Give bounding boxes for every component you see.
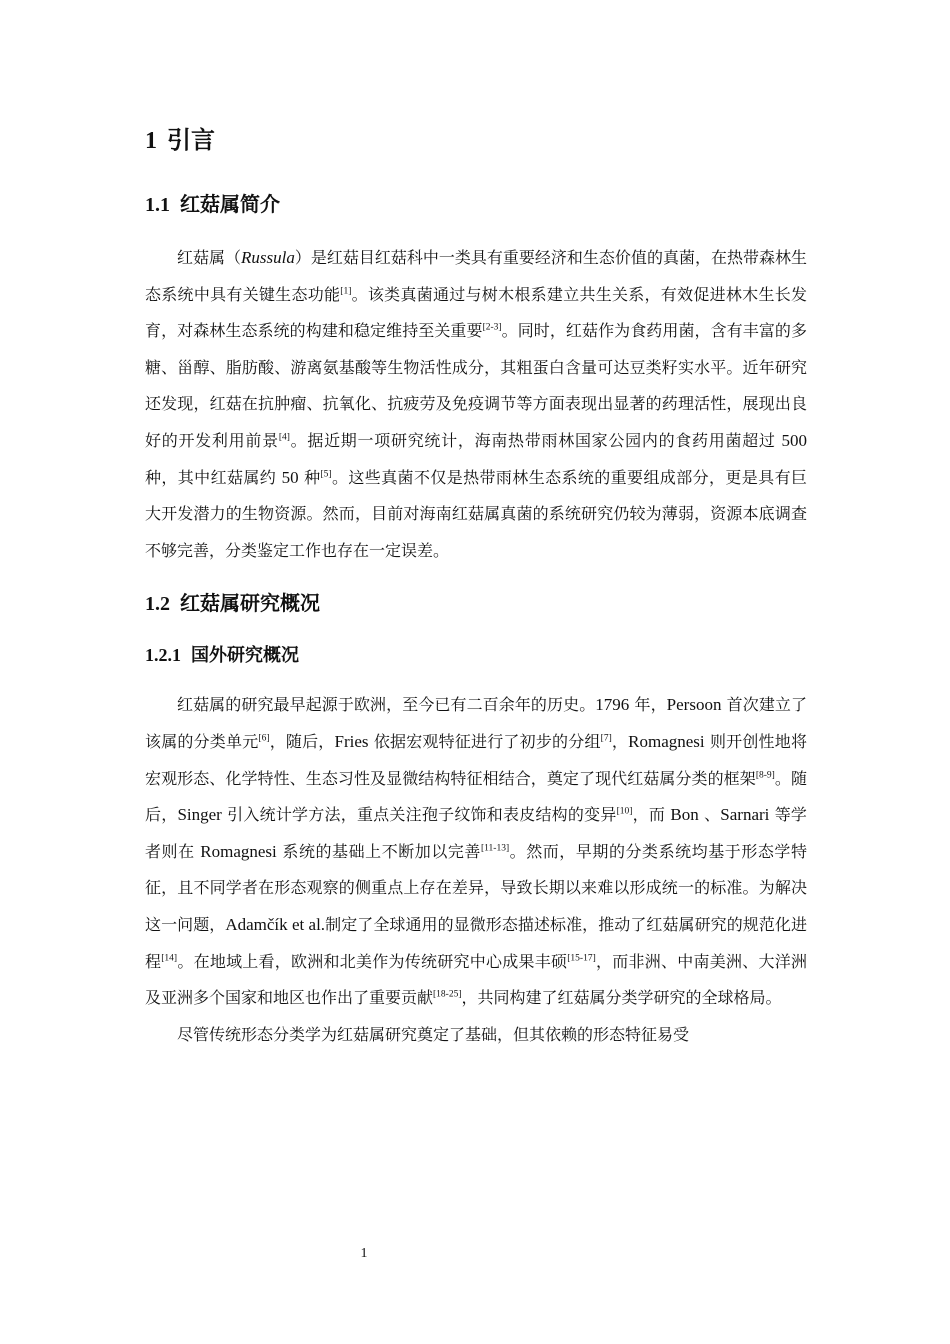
citation: [4] xyxy=(278,432,290,443)
author-name: Singer xyxy=(177,805,222,825)
spacer xyxy=(145,623,807,635)
text-run: 。这些真菌不仅是热带雨林生态系统的重要组成部分，更是具有巨大开发潜力的生物资源。然而，目前对海南红菇属真菌的系统研究仍较为薄弱，资源本底调查不够完善，分类鉴定工作也存在一定误差。 xyxy=(145,467,807,560)
section-title: 红菇属研究概况 xyxy=(180,591,320,616)
section-heading-1-1 xyxy=(145,184,807,224)
text-run: ，而 xyxy=(632,805,666,825)
subsection-heading-1-2-1 xyxy=(145,635,807,675)
text-run: ，随后， xyxy=(269,731,335,751)
author-name: Persoon xyxy=(666,695,722,715)
author-name: Adamčík et al. xyxy=(225,914,326,934)
author-name: Fries xyxy=(334,731,369,751)
citation: [15-17] xyxy=(567,953,596,964)
section-number: 1.1 xyxy=(145,194,170,216)
paragraph-russula-intro xyxy=(145,240,807,569)
text-run: 。随后， xyxy=(145,768,807,825)
text-run: 系统的基础上不断加以完善 xyxy=(282,841,481,861)
text-run: 。同时，红菇作为食药用菌，含有丰富的多糖、甾醇、脂肪酸、游离氨基酸等生物活性成分，其粗蛋白含量可达豆类籽实水平。近年研究还发现，红菇在抗肿瘤、抗氧化、抗疲劳及免疫调节等方面表现出显著的药理活性，展现出良好的开发利用前景 xyxy=(145,321,807,450)
text-run: ，共同构建了红菇属分类学研究的全球格局。 xyxy=(461,988,782,1008)
text-run: 。然而，早期的分类系统均基于形态学特征，且不同学者在形态观察的侧重点上存在差异，导致长期以来难以形成统一的标准。为解决这一问题， xyxy=(145,841,807,934)
genus-name: Russula xyxy=(241,248,295,267)
citation: [18-25] xyxy=(433,989,462,1000)
subsection-number: 1.2.1 xyxy=(145,645,181,666)
citation: [1] xyxy=(340,286,352,297)
citation: [11-13] xyxy=(480,843,510,854)
spacer xyxy=(145,162,807,184)
text-run: 依据宏观特征进行了初步的分组 xyxy=(373,731,601,751)
citation: [6] xyxy=(258,733,270,744)
citation: [5] xyxy=(320,469,332,480)
citation: [10] xyxy=(616,806,633,817)
subsection-title: 国外研究概况 xyxy=(191,645,299,667)
text-run: ）是红菇目红菇科中一类具有重要经济和生态价值的真菌，在热带森林生态系统中具有关键生态功能 xyxy=(145,248,807,304)
text-run: 红菇属（ xyxy=(177,248,242,267)
text-run: ，而非洲、中南美洲、大洋洲及亚洲多个国家和地区也作出了重要贡献 xyxy=(145,951,807,1008)
text-run: 种 xyxy=(304,467,321,487)
author-name: Bon xyxy=(670,805,699,825)
page-number: 1 xyxy=(360,1246,368,1261)
section-number: 1.2 xyxy=(145,593,170,616)
year-value: 1796 xyxy=(595,695,630,715)
spacer xyxy=(145,224,807,240)
paragraph-morphology-limits xyxy=(145,1017,807,1054)
text-run: 制定了全球通用的显微形态描述标准，推动了红菇属研究的规范化进程 xyxy=(145,914,807,971)
text-run: 年， xyxy=(634,695,667,715)
text-run: 首次建立了该属的分类单元 xyxy=(145,695,807,751)
spacer xyxy=(145,675,807,687)
section-title: 红菇属简介 xyxy=(180,192,280,216)
chapter-title: 引言 xyxy=(167,126,215,154)
section-heading-1-2 xyxy=(145,583,807,623)
author-name: Romagnesi xyxy=(628,731,705,751)
citation: [2-3] xyxy=(482,322,502,333)
citation: [7] xyxy=(600,733,612,744)
text-run: 。据近期一项研究统计，海南热带雨林国家公园内的食药用菌超过 xyxy=(289,430,776,450)
paragraph-foreign-research xyxy=(145,687,807,1016)
text-run: 则开创性地将宏观形态、化学特性、生态习性及显微结构特征相结合，奠定了现代红菇属分类的框架 xyxy=(145,731,807,788)
text-run: 尽管传统形态分类学为红菇属研究奠定了基础，但其依赖的形态特征易受 xyxy=(177,1024,690,1044)
text-run: 种，其中红菇属约 xyxy=(145,467,277,487)
text-run: 。在地域上看，欧洲和北美作为传统研究中心成果丰硕 xyxy=(177,951,568,971)
text-run: 红菇属的研究最早起源于欧洲，至今已有二百余年的历史。 xyxy=(177,695,596,715)
chapter-number: 1 xyxy=(145,128,157,154)
author-name: Romagnesi xyxy=(200,841,277,861)
citation: [8-9] xyxy=(755,770,775,781)
text-run: 引入统计学方法，重点关注孢子纹饰和表皮结构的变异 xyxy=(227,805,617,825)
page-content xyxy=(145,118,807,1053)
text-run: ， xyxy=(611,731,629,751)
text-run: 、 xyxy=(704,805,721,825)
spacer xyxy=(145,569,807,583)
text-run: 。该类真菌通过与树木根系建立共生关系，有效促进林木生长发育，对森林生态系统的构建和稳定维持至关重要 xyxy=(145,284,807,341)
author-name: Sarnari xyxy=(720,805,770,825)
number-value: 50 xyxy=(281,467,299,487)
text-run: 等学者则在 xyxy=(145,805,807,861)
citation: [14] xyxy=(161,953,178,964)
number-value: 500 xyxy=(781,430,807,450)
chapter-heading xyxy=(145,118,807,162)
